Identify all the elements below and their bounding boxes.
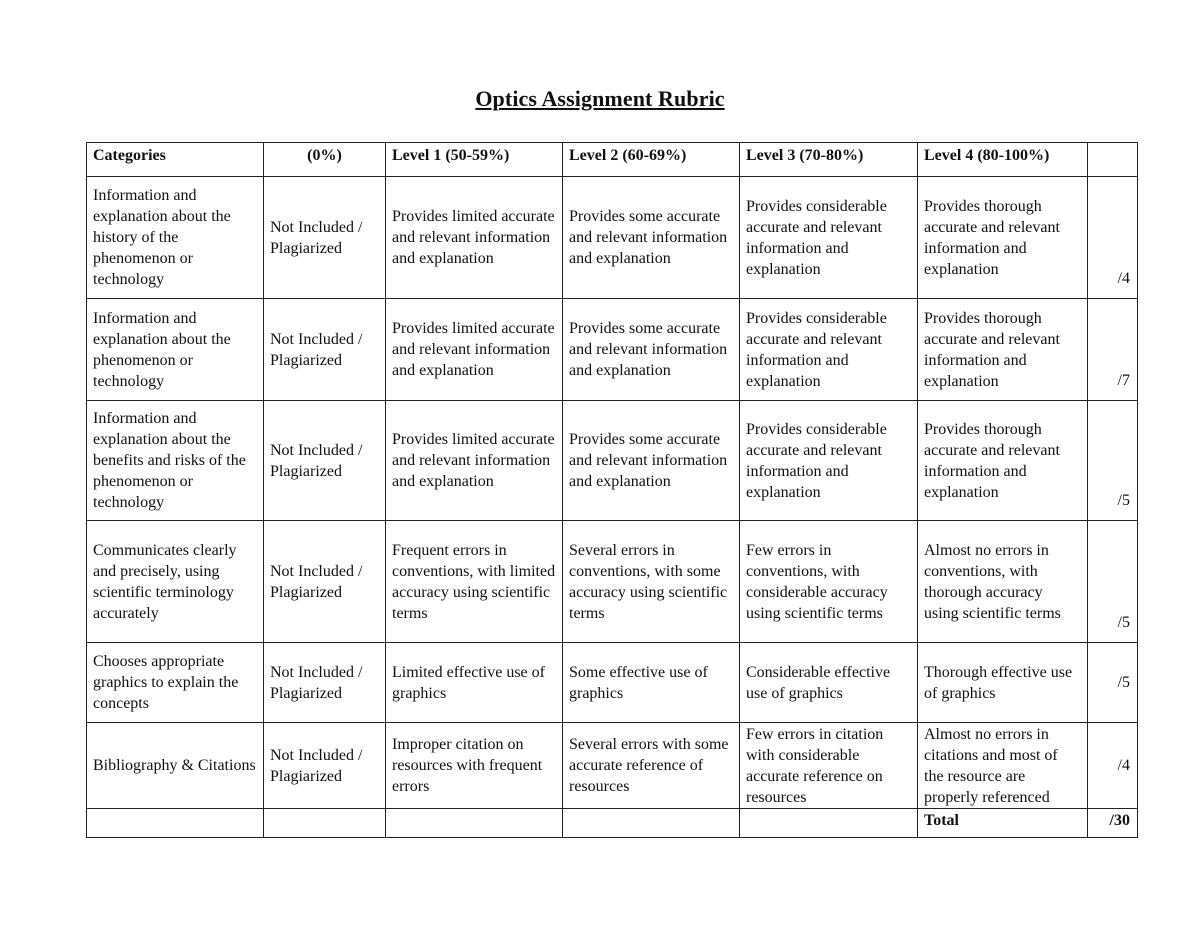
table-row [87, 401, 1138, 521]
level-4-cell: Provides thorough accurate and relevant information and explanation [918, 299, 1088, 401]
empty-cell [386, 809, 563, 838]
empty-cell [264, 809, 386, 838]
table-row [87, 643, 1138, 723]
level-4-cell: Almost no errors in citations and most of the resource are properly referenced [918, 723, 1088, 809]
zero-cell: Not Included / Plagiarized [264, 401, 386, 521]
marks-cell: /7 [1088, 299, 1138, 401]
marks-cell: /4 [1088, 177, 1138, 299]
zero-cell: Not Included / Plagiarized [264, 723, 386, 809]
level-2-cell: Several errors in conventions, with some accuracy using scientific terms [563, 521, 740, 643]
table-row [87, 521, 1138, 643]
header-row [87, 143, 1138, 177]
category-cell: Chooses appropriate graphics to explain the concepts [87, 643, 264, 723]
table-row [87, 177, 1138, 299]
total-value: /30 [1088, 809, 1138, 838]
zero-cell: Not Included / Plagiarized [264, 299, 386, 401]
level-1-cell: Improper citation on resources with frequent errors [386, 723, 563, 809]
level-4-cell: Provides thorough accurate and relevant information and explanation [918, 177, 1088, 299]
level-4-cell: Almost no errors in conventions, with thorough accuracy using scientific terms [918, 521, 1088, 643]
zero-cell: Not Included / Plagiarized [264, 177, 386, 299]
category-cell: Information and explanation about the history of the phenomenon or technology [87, 177, 264, 299]
level-2-cell: Several errors with some accurate reference of resources [563, 723, 740, 809]
level-1-cell: Provides limited accurate and relevant information and explanation [386, 177, 563, 299]
header-level-3: Level 3 (70-80%) [740, 143, 918, 177]
marks-cell: /5 [1088, 643, 1138, 723]
level-2-cell: Some effective use of graphics [563, 643, 740, 723]
category-cell: Bibliography & Citations [87, 723, 264, 809]
rubric-table [86, 142, 1138, 838]
empty-cell [563, 809, 740, 838]
total-label: Total [918, 809, 1088, 838]
table-row [87, 299, 1138, 401]
header-level-4: Level 4 (80-100%) [918, 143, 1088, 177]
level-3-cell: Few errors in conventions, with considerable accuracy using scientific terms [740, 521, 918, 643]
page-title: Optics Assignment Rubric [475, 86, 725, 111]
category-cell: Information and explanation about the benefits and risks of the phenomenon or technology [87, 401, 264, 521]
zero-cell: Not Included / Plagiarized [264, 643, 386, 723]
marks-cell: /5 [1088, 521, 1138, 643]
category-cell: Communicates clearly and precisely, using scientific terminology accurately [87, 521, 264, 643]
level-3-cell: Few errors in citation with considerable accurate reference on resources [740, 723, 918, 809]
level-1-cell: Provides limited accurate and relevant information and explanation [386, 299, 563, 401]
empty-cell [740, 809, 918, 838]
header-marks [1088, 143, 1138, 177]
level-3-cell: Provides considerable accurate and relevant information and explanation [740, 299, 918, 401]
header-categories: Categories [87, 143, 264, 177]
header-zero-percent: (0%) [264, 143, 386, 177]
total-row [87, 809, 1138, 838]
marks-cell: /5 [1088, 401, 1138, 521]
table-row [87, 723, 1138, 809]
level-1-cell: Provides limited accurate and relevant information and explanation [386, 401, 563, 521]
zero-cell: Not Included / Plagiarized [264, 521, 386, 643]
header-level-1: Level 1 (50-59%) [386, 143, 563, 177]
empty-cell [87, 809, 264, 838]
marks-cell: /4 [1088, 723, 1138, 809]
level-3-cell: Provides considerable accurate and relevant information and explanation [740, 177, 918, 299]
level-2-cell: Provides some accurate and relevant information and explanation [563, 177, 740, 299]
level-2-cell: Provides some accurate and relevant information and explanation [563, 299, 740, 401]
level-3-cell: Considerable effective use of graphics [740, 643, 918, 723]
level-1-cell: Limited effective use of graphics [386, 643, 563, 723]
level-3-cell: Provides considerable accurate and relevant information and explanation [740, 401, 918, 521]
level-4-cell: Provides thorough accurate and relevant information and explanation [918, 401, 1088, 521]
header-level-2: Level 2 (60-69%) [563, 143, 740, 177]
level-2-cell: Provides some accurate and relevant information and explanation [563, 401, 740, 521]
category-cell: Information and explanation about the phenomenon or technology [87, 299, 264, 401]
level-1-cell: Frequent errors in conventions, with limited accuracy using scientific terms [386, 521, 563, 643]
level-4-cell: Thorough effective use of graphics [918, 643, 1088, 723]
